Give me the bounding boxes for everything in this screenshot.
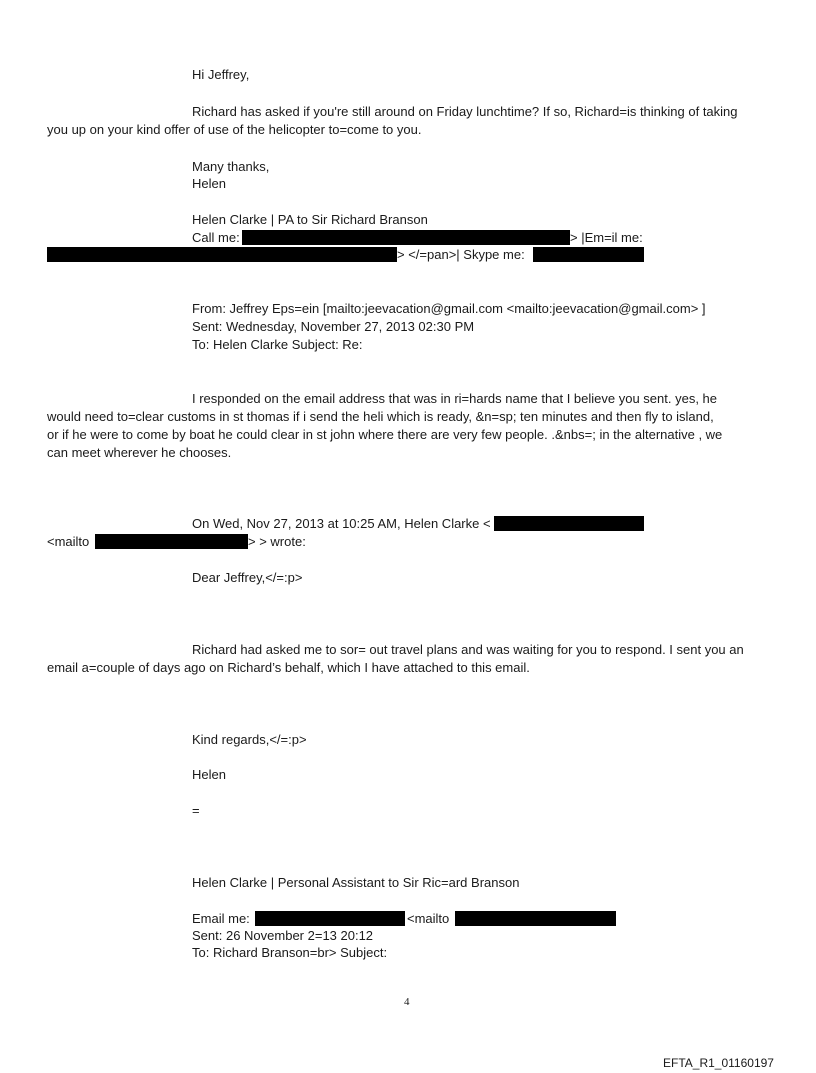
redaction-bar (455, 911, 616, 926)
redaction-bar (533, 247, 644, 262)
sent-line: Sent: Wednesday, November 27, 2013 02:30 PM (192, 319, 475, 334)
page-number: 4 (404, 996, 410, 1008)
signature: Helen Clarke | Personal Assistant to Sir Ric=ard Branson (192, 875, 520, 890)
mailto-label: <mailto (407, 911, 450, 926)
regards: Kind regards,</=:p> (192, 732, 307, 747)
to-subject-line: To: Richard Branson=br> Subject: (192, 945, 388, 960)
body-line: Richard had asked me to sor= out travel plans and was waiting for you to respond. I sent you an (192, 642, 744, 657)
sender-name: Helen (192, 176, 226, 191)
sender-name: Helen (192, 767, 226, 782)
equals-line: = (192, 803, 200, 818)
signoff: Many thanks, (192, 159, 270, 174)
body-line: email a=couple of days ago on Richard’s behalf, which I have attached to this email. (47, 660, 530, 675)
redaction-bar (242, 230, 570, 245)
to-subject-line: To: Helen Clarke Subject: Re: (192, 337, 363, 352)
body-line: can meet wherever he chooses. (47, 445, 232, 460)
body-line: would need to=clear customs in st thomas if i send the heli which is ready, &n=sp; ten minutes and then fly to island, (47, 409, 714, 424)
redaction-bar (494, 516, 644, 531)
call-label: Call me: (192, 230, 240, 245)
body-line: or if he were to come by boat he could clear in st john where there are very few people. .&nbs=; in the alternative , we (47, 427, 723, 442)
redaction-bar (95, 534, 248, 549)
redaction-bar (255, 911, 405, 926)
body-line: I responded on the email address that was in ri=hards name that I believe you sent. yes, he (192, 391, 718, 406)
signature: Helen Clarke | PA to Sir Richard Branson (192, 212, 428, 227)
email-label: Email me: (192, 911, 250, 926)
greeting: Dear Jeffrey,</=:p> (192, 570, 303, 585)
redaction-bar (47, 247, 397, 262)
quote-header: On Wed, Nov 27, 2013 at 10:25 AM, Helen Clarke < (192, 516, 491, 531)
email-label: > |Em=il me: (570, 230, 643, 245)
mailto-label: <mailto (47, 534, 90, 549)
body-line: you up on your kind offer of use of the helicopter to=come to you. (47, 122, 422, 137)
skype-label: > </=pan>| Skype me: (397, 247, 525, 262)
sent-line: Sent: 26 November 2=13 20:12 (192, 928, 374, 943)
greeting: Hi Jeffrey, (192, 67, 250, 82)
from-line: From: Jeffrey Eps=ein [mailto:jeevacation@gmail.com <mailto:jeevacation@gmail.com> ] (192, 301, 706, 316)
body-line: Richard has asked if you're still around on Friday lunchtime? If so, Richard=is thinking of taking (192, 104, 738, 119)
document-id: EFTA_R1_01160197 (663, 1056, 774, 1070)
wrote-label: > > wrote: (248, 534, 306, 549)
